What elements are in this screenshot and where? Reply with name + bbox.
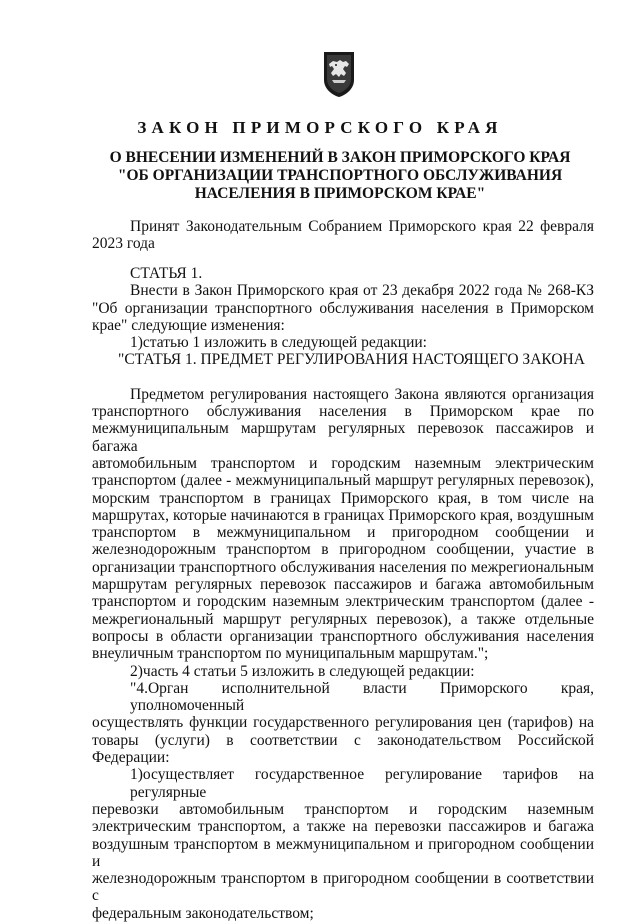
intro-line: "Об организации транспортного обслуживания населения в Приморском: [92, 299, 594, 317]
subject-line: транспортного обслуживания населения в Приморском крае по: [92, 403, 594, 421]
spacer: [92, 369, 594, 386]
subject-line: автомобильным транспортом и городским наземным электрическим: [92, 454, 594, 472]
item-2-label: 2)часть 4 статьи 5 изложить в следующей редакции:: [130, 662, 475, 680]
part-4-line: "4.Орган исполнительной власти Приморского края, уполномоченный: [130, 679, 594, 715]
adopted-block: [92, 218, 594, 253]
subject-line: железнодорожным транспортом в пригородном сообщении, участие в: [92, 541, 594, 559]
subject-line: межмуниципальным маршрутам регулярных перевозок пассажиров и багажа: [92, 420, 594, 455]
article-heading: СТАТЬЯ 1.: [130, 265, 203, 282]
subject-line: маршрутах, которые начинаются в границах Приморского края, воздушным: [92, 506, 594, 524]
part-4-line: товары (услуги) в соответствии с законодательством Российской Федерации:: [92, 731, 594, 767]
subject-line: транспортом (далее - межмуниципальный маршрут регулярных перевозок),: [92, 472, 594, 490]
item-1-heading: "СТАТЬЯ 1. ПРЕДМЕТ РЕГУЛИРОВАНИЯ НАСТОЯЩЕГО ЗАКОНА: [118, 351, 585, 369]
subject-line: межрегиональный маршрут регулярных перевозок), а также отдельные: [92, 610, 594, 628]
subitem-1-line: федеральным законодательством;: [92, 904, 314, 922]
subtitle-line: О ВНЕСЕНИИ ИЗМЕНЕНИЙ В ЗАКОН ПРИМОРСКОГО КРАЯ: [109, 149, 571, 166]
item-1-label: 1)статью 1 изложить в следующей редакции:: [130, 334, 427, 352]
intro-line: крае" следующие изменения:: [92, 316, 285, 334]
subitem-1-line: железнодорожным транспортом в пригородном сообщении в соответствии с: [92, 870, 594, 905]
subitem-1-line: перевозки автомобильным транспортом и городским наземным: [92, 800, 594, 818]
adopted-line: 2023 года: [92, 235, 155, 253]
subject-line: транспортом и городским наземным электрическим транспортом (далее -: [92, 593, 594, 611]
adopted-line: Принят Законодательным Собранием Приморского края 22 февраля: [130, 218, 594, 235]
subitem-1-line: воздушным транспортом в межмуниципальном и пригородном сообщении и: [92, 835, 594, 870]
subject-line: организации транспортного обслуживания населения по межрегиональным: [92, 558, 594, 576]
subject-line: вопросы в области организации транспортного обслуживания населения: [92, 627, 594, 645]
subject-line: внеуличным транспортом по муниципальным маршрутам.";: [92, 645, 489, 663]
article-1-block: [92, 265, 594, 922]
part-4-line: осуществлять функции государственного регулирования цен (тарифов) на: [92, 714, 594, 732]
intro-line: Внести в Закон Приморского края от 23 декабря 2022 года № 268-КЗ: [130, 282, 594, 300]
law-subtitle: [88, 149, 592, 203]
law-title: ЗАКОН ПРИМОРСКОГО КРАЯ: [137, 118, 503, 137]
subtitle-line: НАСЕЛЕНИЯ В ПРИМОРСКОМ КРАЕ": [194, 185, 486, 202]
subitem-1-line: 1)осуществляет государственное регулирование тарифов на регулярные: [130, 766, 594, 801]
subtitle-line: "ОБ ОРГАНИЗАЦИИ ТРАНСПОРТНОГО ОБСЛУЖИВАНИЯ: [117, 167, 563, 184]
coat-of-arms-icon: [322, 50, 356, 98]
subject-line: морским транспортом в границах Приморского края, в том числе на: [92, 489, 594, 507]
subitem-1-line: электрическим транспортом, а также на перевозки пассажиров и багажа: [92, 818, 594, 836]
subject-line: транспортом в межмуниципальном и пригородном сообщении и: [92, 524, 594, 542]
subject-line: Предметом регулирования настоящего Закона являются организация: [130, 385, 594, 403]
subject-line: маршрутам регулярных перевозок пассажиров и багажа автомобильным: [92, 576, 594, 594]
